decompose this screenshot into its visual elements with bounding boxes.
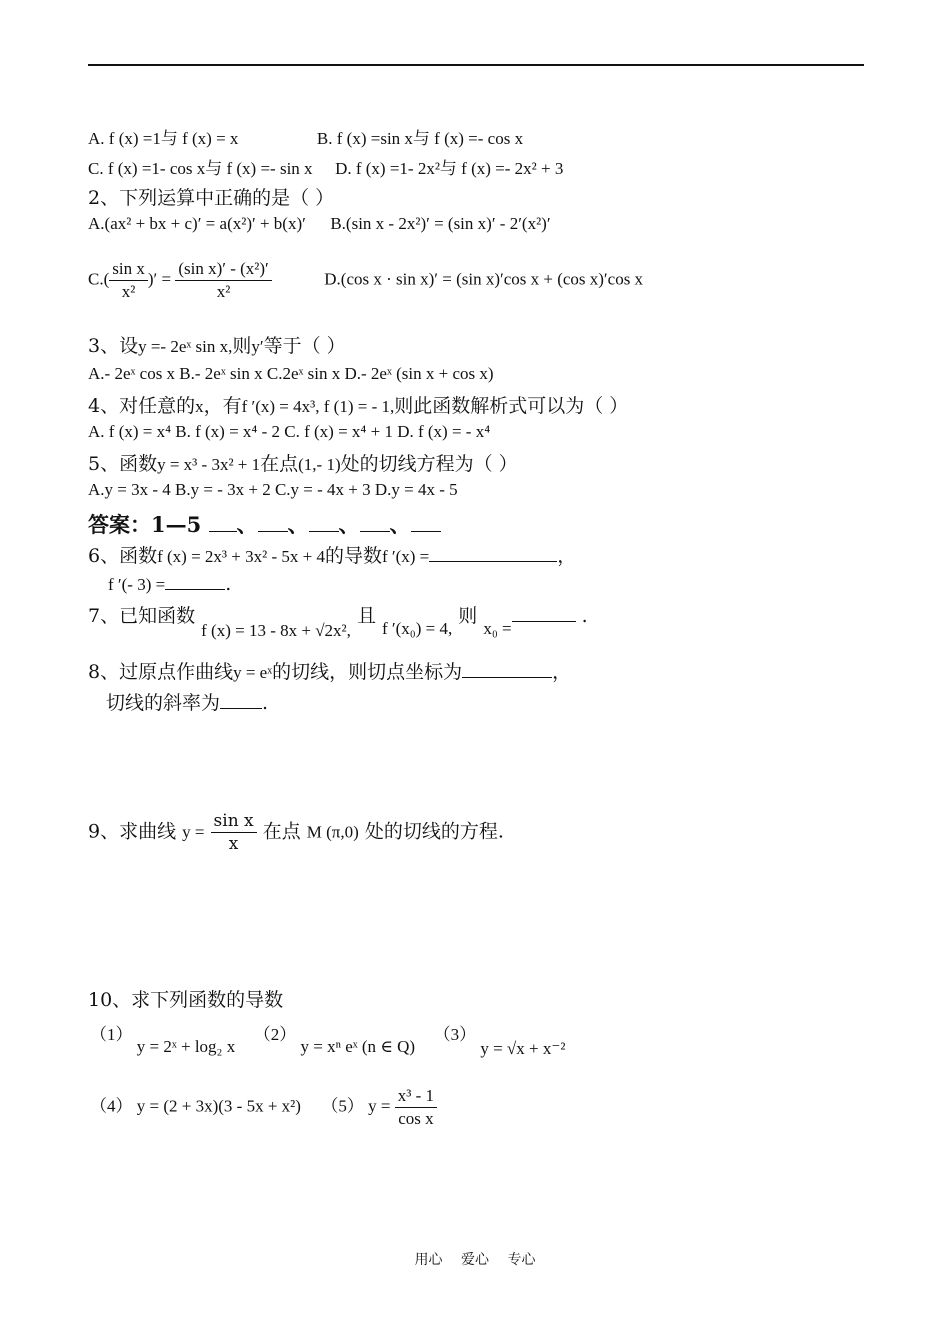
q8-stem	[88, 657, 571, 684]
q10-row2	[90, 1085, 437, 1130]
header-rule	[88, 64, 864, 66]
q4-variable: x	[195, 397, 204, 416]
q9-denominator: x	[228, 834, 239, 855]
q7-answer-blank[interactable]	[512, 603, 576, 622]
q1-options-row2	[88, 154, 563, 179]
q6-fprime-label: f ′(x) =	[381, 547, 430, 566]
q1-option-a: A. f (x) =1与 f (x) = x	[88, 129, 239, 148]
q7-expression: f (x) = 13 - 8x + √2x²,	[201, 621, 351, 640]
q10-item-1-expression: y = 2ˣ + log₂ x	[136, 1037, 236, 1056]
q6-stem-mid: 的导数	[324, 545, 382, 567]
footer-word-1: 用心	[414, 1252, 443, 1268]
q8-stem-prefix: 8、过原点作曲线	[88, 661, 234, 683]
q5-options: A.y = 3x - 4 B.y = - 3x + 2 C.y = - 4x + 3 D.y = 4x - 5	[88, 480, 458, 499]
q3-stem-suffix: 等于（ ）	[263, 335, 346, 357]
q4-stem-suffix: 则此函数解析式可以为（ ）	[394, 395, 629, 417]
q3-expression: y =- 2eˣ sin x,	[138, 337, 233, 356]
q2-option-c-rhs-numerator: (sin x)′ - (x²)′	[175, 258, 271, 281]
q10-item-1-index: （1）	[90, 1025, 133, 1044]
q10-item-5-denominator: cos x	[398, 1109, 434, 1129]
q1-options-row1	[88, 124, 523, 149]
answer-separator: 、	[389, 512, 411, 537]
q2-option-c-denominator: x²	[121, 282, 136, 302]
q8-stem-mid: 的切线，则切点坐标为	[272, 661, 463, 683]
q2-option-c-rhs-denominator: x²	[216, 282, 231, 302]
q7-stem	[88, 601, 588, 640]
q10-item-2-expression: y = xⁿ eˣ (n ∈ Q)	[300, 1037, 416, 1056]
q10-item-3-expression: y = √x + x⁻²	[480, 1039, 566, 1058]
answer-separator: 、	[338, 512, 360, 537]
q5-stem-mid: 在点	[260, 453, 299, 475]
q8-expression: y = eˣ	[233, 663, 273, 682]
q8-point-blank[interactable]	[462, 659, 552, 678]
q5-stem-prefix: 5、函数	[88, 453, 158, 475]
q2-option-c-numerator: sin x	[109, 258, 148, 281]
q3-options: A.- 2eˣ cos x B.- 2eˣ sin x C.2eˣ sin x D.- 2eˣ (sin x + cos x)	[88, 364, 494, 383]
q8-period: .	[262, 692, 269, 714]
q2-option-c-prefix: C.(	[88, 269, 110, 289]
q10-stem: 10、求下列函数的导数	[88, 989, 284, 1011]
q5-stem-suffix: 处的切线方程为（ ）	[340, 453, 518, 475]
q6-period: .	[225, 573, 232, 595]
q2-option-c-rhs-fraction	[175, 258, 271, 303]
answer-label: 答案：1—5	[88, 512, 202, 537]
q6-expression: f (x) = 2x³ + 3x² - 5x + 4	[157, 547, 325, 566]
q6-stem-prefix: 6、函数	[88, 545, 158, 567]
footer-word-3: 专心	[507, 1252, 536, 1268]
answer-blank-4[interactable]	[360, 513, 390, 532]
q2-option-c-mid: )′ =	[147, 269, 172, 289]
q10-item-3-index: （3）	[433, 1025, 477, 1044]
q1-option-c: C. f (x) =1- cos x与 f (x) =- sin x	[88, 159, 313, 178]
q10-item-4-expression: y = (2 + 3x)(3 - 5x + x²)	[136, 1096, 301, 1116]
q4-stem-mid: ，有	[203, 395, 242, 417]
q4-stem-prefix: 4、对任意的	[88, 395, 196, 417]
answer-blank-3[interactable]	[309, 513, 339, 532]
q9-point: M (π,0)	[306, 822, 359, 842]
q8-line2	[106, 688, 268, 715]
q5-point: (1,- 1)	[298, 455, 341, 474]
q9-stem	[88, 810, 504, 855]
q2-option-a: A.(ax² + bx + c)′ = a(x²)′ + b(x)′	[88, 214, 306, 233]
q10-item-5-numerator: x³ - 1	[395, 1085, 437, 1108]
q10-row1	[90, 1020, 566, 1058]
q7-x0-label: x₀ =	[483, 619, 512, 638]
answer-separator: 、	[287, 512, 309, 537]
q1-option-b: B. f (x) =sin x与 f (x) =- cos x	[316, 129, 524, 148]
q9-y-label: y =	[182, 822, 205, 842]
q2-options-row2	[88, 258, 643, 303]
q9-stem-mid: 在点	[262, 820, 301, 843]
q6-comma: ，	[557, 545, 577, 567]
q3-stem-prefix: 3、设	[88, 335, 139, 357]
q7-stem-prefix: 7、已知函数	[88, 605, 196, 627]
q2-option-d: D.(cos x · sin x)′ = (sin x)′cos x + (cos x)′cos x	[324, 269, 644, 289]
q7-condition: f ′(x₀) = 4,	[382, 619, 453, 638]
q4-condition: f ′(x) = 4x³, f (1) = - 1,	[241, 397, 395, 416]
answer-blank-2[interactable]	[258, 513, 288, 532]
q2-option-c-fraction	[109, 258, 148, 303]
q6-fprime-minus3: f ′(- 3) =	[108, 575, 166, 594]
q8-slope-label: 切线的斜率为	[106, 692, 221, 714]
q1-option-d: D. f (x) =1- 2x²与 f (x) =- 2x² + 3	[335, 159, 564, 178]
q2-option-b: B.(sin x - 2x²)′ = (sin x)′ - 2′(x²)′	[330, 214, 551, 233]
q5-stem	[88, 449, 518, 476]
q3-yprime: y′	[251, 337, 264, 356]
page-footer	[0, 1249, 950, 1269]
q10-item-5-index: （5）	[321, 1096, 364, 1116]
q10-item-4-index: （4）	[90, 1096, 133, 1116]
q7-then: 则	[458, 605, 478, 627]
q4-stem	[88, 391, 628, 418]
q5-expression: y = x³ - 3x² + 1	[157, 455, 261, 474]
q10-item-5-y-label: y =	[368, 1096, 391, 1116]
answer-blank-1[interactable]	[209, 513, 237, 532]
q7-and: 且	[356, 605, 376, 627]
q9-fraction	[211, 810, 257, 855]
q8-slope-blank[interactable]	[220, 690, 262, 709]
q10-item-5-fraction	[395, 1085, 437, 1130]
q2-options-row1	[88, 214, 551, 234]
q9-stem-prefix: 9、求曲线	[88, 820, 177, 843]
answer-line	[88, 509, 441, 539]
answer-blank-5[interactable]	[411, 513, 441, 532]
footer-word-2: 爱心	[461, 1252, 489, 1268]
answer-separator: 、	[236, 512, 258, 537]
q7-period: .	[581, 605, 588, 627]
q3-stem	[88, 331, 346, 358]
q3-stem-mid: 则	[232, 335, 252, 357]
q9-stem-suffix: 处的切线的方程.	[364, 820, 504, 843]
q6-answer-blank[interactable]	[429, 543, 557, 562]
q6-value-blank[interactable]	[165, 571, 225, 590]
q4-options: A. f (x) = x⁴ B. f (x) = x⁴ - 2 C. f (x) = x⁴ + 1 D. f (x) = - x⁴	[88, 422, 491, 441]
q10-item-2-index: （2）	[253, 1025, 297, 1044]
q6-line2	[108, 571, 231, 595]
q8-comma: ，	[552, 661, 572, 683]
q9-numerator: sin x	[211, 810, 257, 833]
q6-stem	[88, 541, 576, 568]
q2-stem: 2、下列运算中正确的是（ ）	[88, 187, 335, 209]
